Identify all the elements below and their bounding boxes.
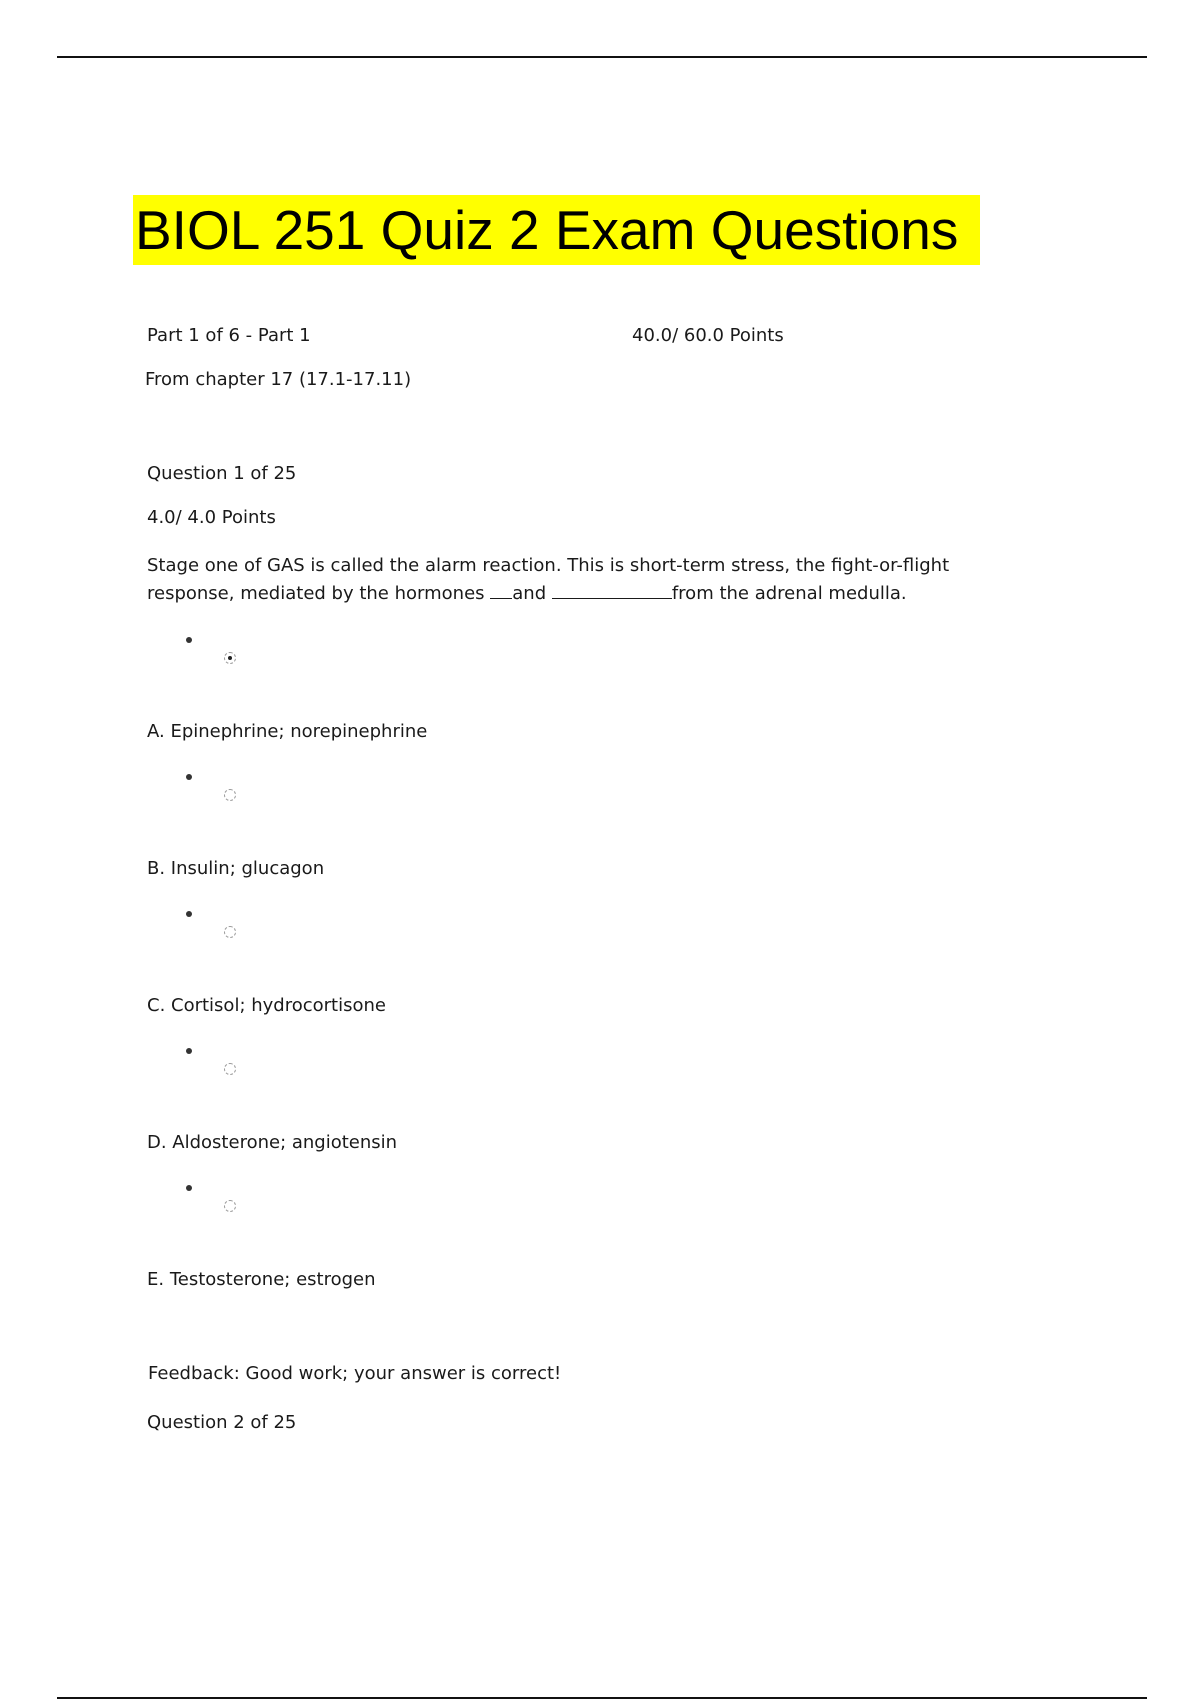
bullet-icon	[186, 1185, 192, 1191]
part-label: Part 1 of 6 - Part 1	[147, 325, 311, 346]
question-1-feedback: Feedback: Good work; your answer is correct!	[148, 1363, 562, 1384]
bullet-icon	[186, 911, 192, 917]
option-c-radio[interactable]	[224, 926, 236, 938]
question-2-label: Question 2 of 25	[147, 1412, 297, 1433]
question-1-points: 4.0/ 4.0 Points	[147, 507, 276, 528]
option-d-radio[interactable]	[224, 1063, 236, 1075]
part-source: From chapter 17 (17.1-17.11)	[145, 369, 412, 390]
bullet-icon	[186, 637, 192, 643]
option-b-label: B. Insulin; glucagon	[147, 858, 325, 879]
page-title: BIOL 251 Quiz 2 Exam Questions	[133, 195, 980, 265]
question-1-label: Question 1 of 25	[147, 463, 297, 484]
top-rule	[57, 56, 1147, 58]
answer-blank-1	[490, 580, 512, 599]
option-c-label: C. Cortisol; hydrocortisone	[147, 995, 386, 1016]
stem-text-start: Stage one of GAS is called the alarm reaction. This is short-term stress, the fight-or-flight response, mediated by the hormones	[147, 555, 950, 604]
option-a-radio[interactable]	[224, 652, 236, 664]
question-1-stem	[147, 552, 1007, 608]
option-e-label: E. Testosterone; estrogen	[147, 1269, 376, 1290]
stem-text-and: and	[512, 583, 552, 604]
answer-blank-2	[552, 580, 672, 599]
bottom-rule	[57, 1697, 1147, 1699]
bullet-icon	[186, 1048, 192, 1054]
stem-text-end: from the adrenal medulla.	[671, 583, 907, 604]
option-b-radio[interactable]	[224, 789, 236, 801]
bullet-icon	[186, 774, 192, 780]
option-a-label: A. Epinephrine; norepinephrine	[147, 721, 428, 742]
part-points: 40.0/ 60.0 Points	[632, 325, 784, 346]
option-d-label: D. Aldosterone; angiotensin	[147, 1132, 398, 1153]
option-e-radio[interactable]	[224, 1200, 236, 1212]
